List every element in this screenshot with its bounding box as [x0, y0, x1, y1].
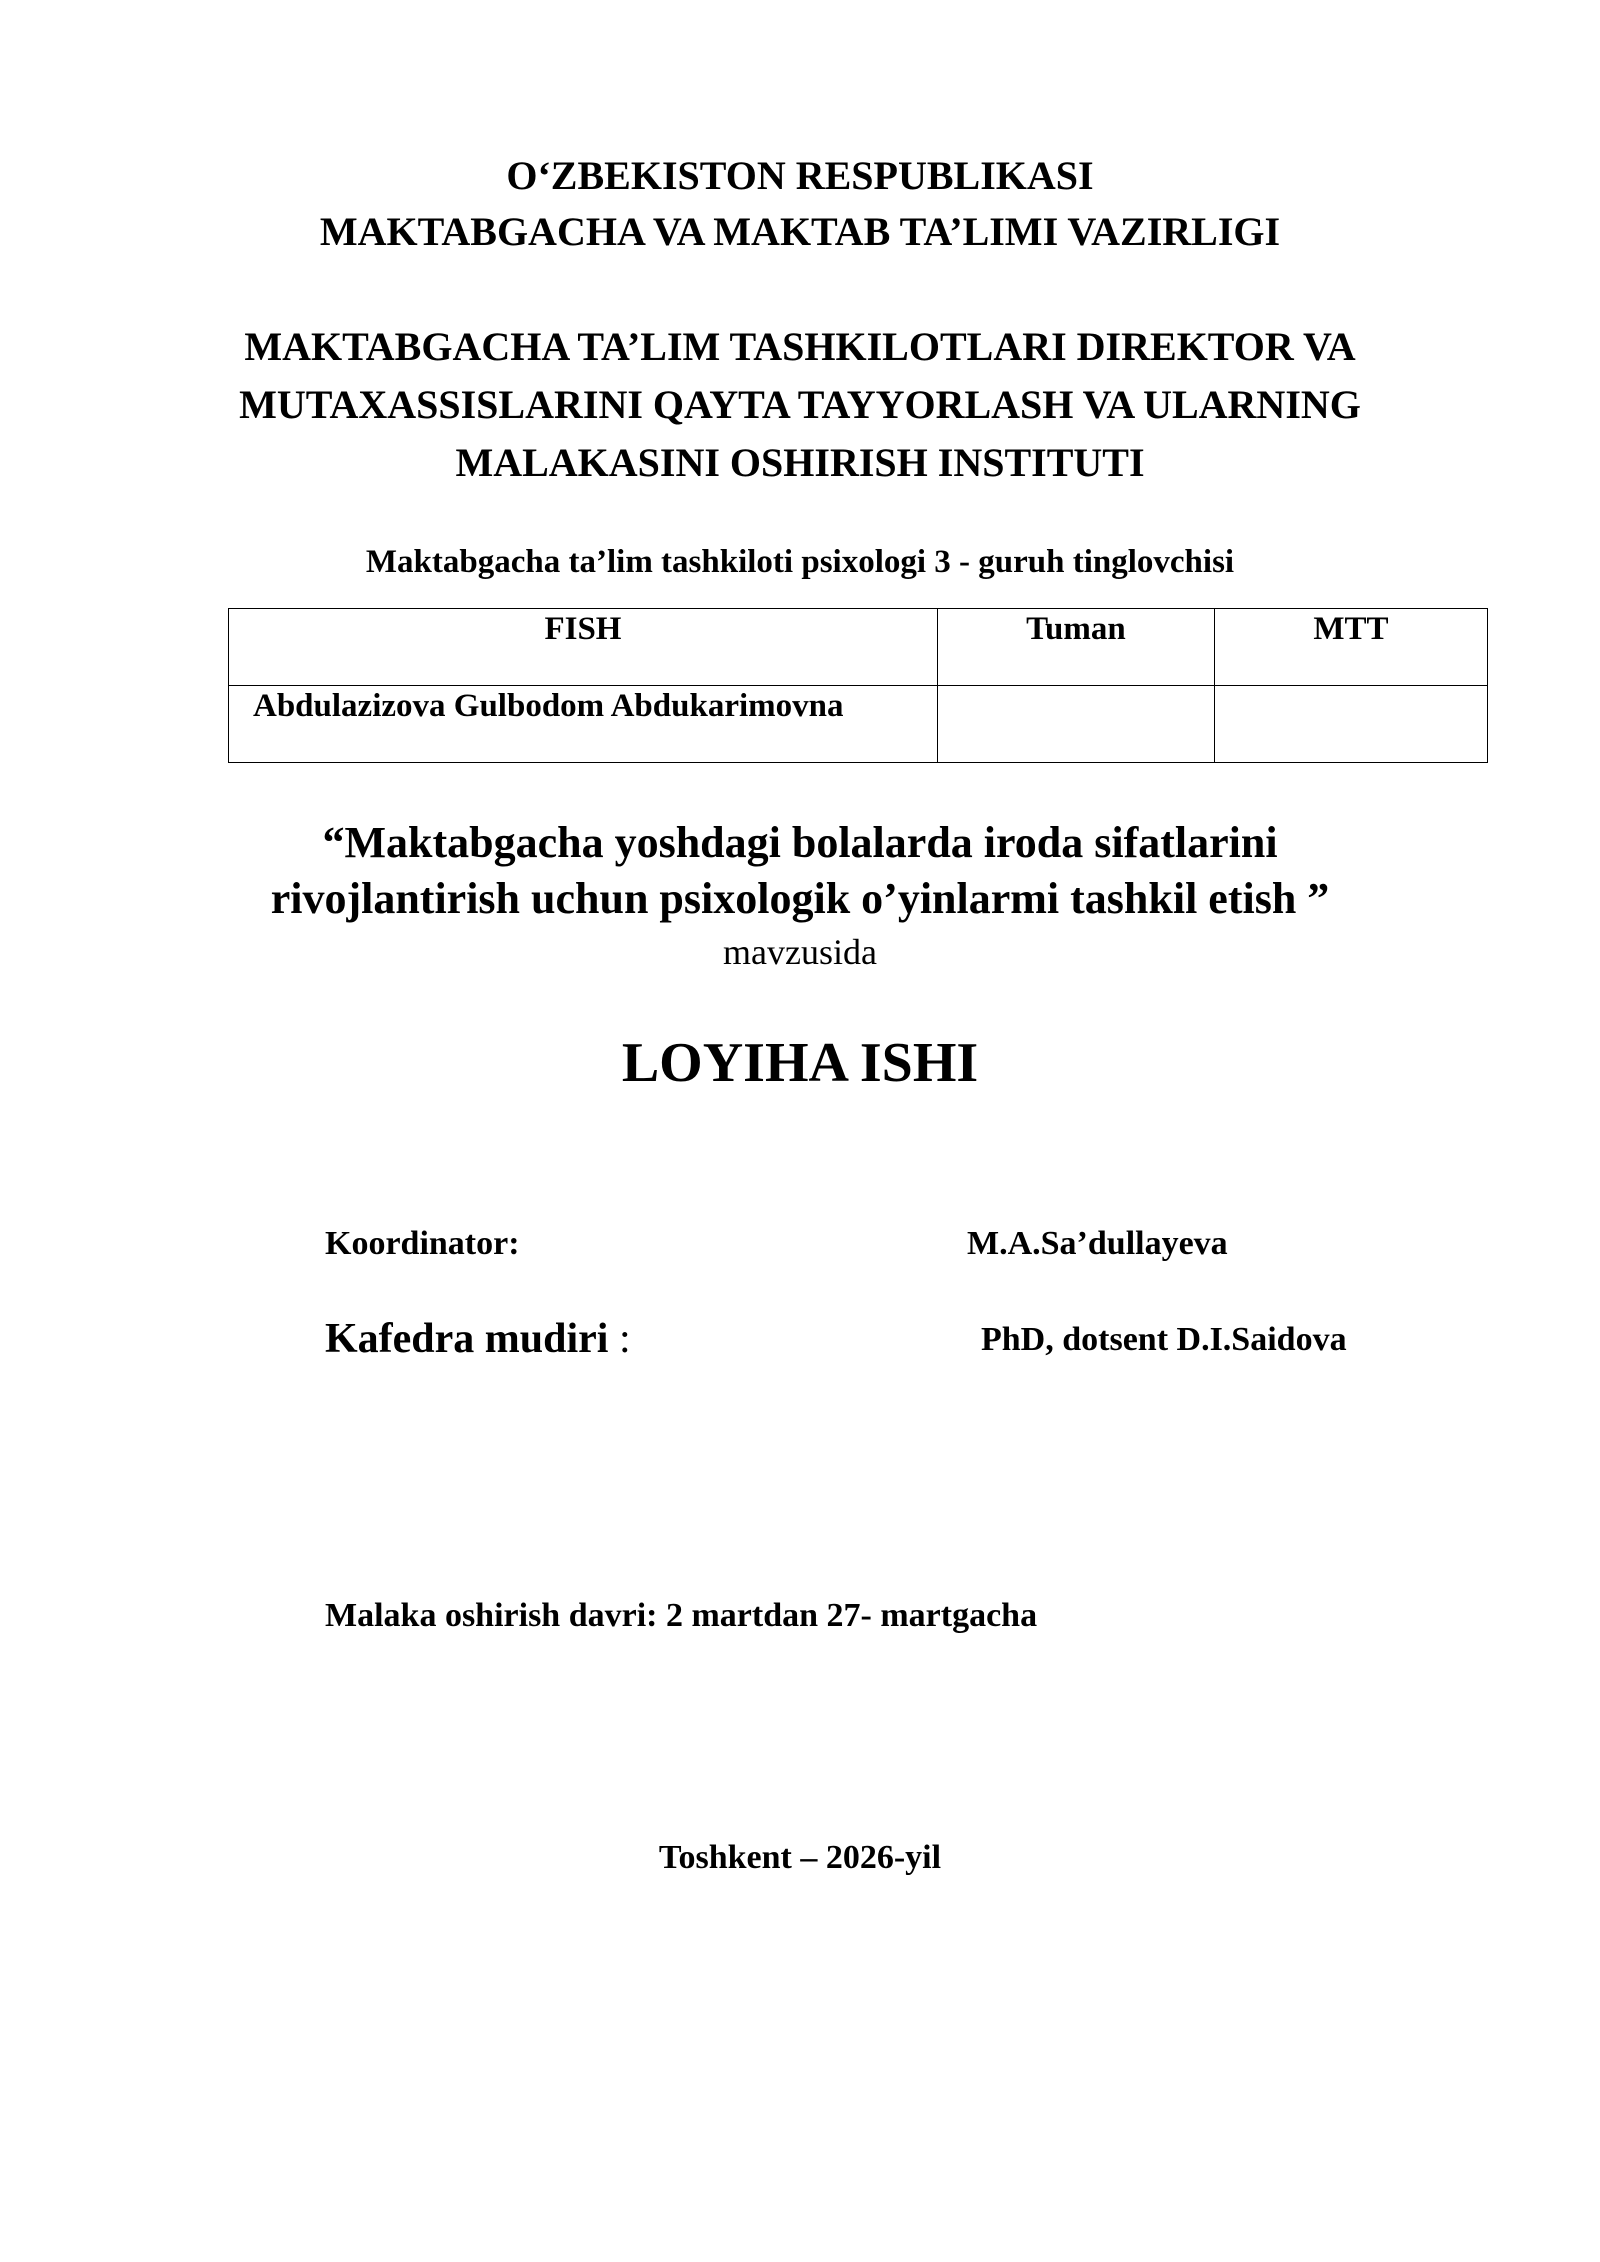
table-header-fish: FISH [229, 609, 938, 686]
institute-heading [0, 318, 1600, 492]
table-row [229, 686, 1488, 763]
ministry-line-1: O‘ZBEKISTON RESPUBLIKASI [506, 153, 1094, 198]
institute-line-2: MUTAXASSISLARINI QAYTA TAYYORLASH VA ULARNING [239, 382, 1361, 427]
ministry-heading [0, 148, 1600, 260]
department-head-name: PhD, dotsent D.I.Saidova [981, 1321, 1347, 1358]
city-year: Toshkent – 2026-yil [658, 1839, 942, 1876]
listener-table [228, 608, 1488, 763]
department-head-colon: : [618, 1316, 631, 1362]
document-type-title: LOYIHA ISHI [621, 1032, 979, 1094]
topic-line-2: rivojlantirish uchun psixologik o’yinlarmi tashkil etish ” [270, 874, 1330, 923]
table-cell-fish: Abdulazizova Gulbodom Abdukarimovna [229, 686, 938, 763]
group-line: Maktabgacha ta’lim tashkiloti psixologi 3 - guruh tinglovchisi [365, 544, 1235, 580]
coordinator-name: M.A.Sa’dullayeva [967, 1225, 1228, 1262]
table-header-row [229, 609, 1488, 686]
coordinator-label: Koordinator: [325, 1225, 520, 1262]
institute-line-1: MAKTABGACHA TA’LIM TASHKILOTLARI DIREKTOR VA [244, 324, 1356, 369]
table-header-mtt: MTT [1214, 609, 1487, 686]
institute-line-3: MALAKASINI OSHIRISH INSTITUTI [455, 440, 1145, 485]
table-header-tuman: Tuman [937, 609, 1214, 686]
topic-line-1: “Maktabgacha yoshdagi bolalarda iroda sifatlarini [322, 818, 1278, 867]
department-head-label-text: Kafedra mudiri [325, 1316, 609, 1362]
table-cell-mtt [1214, 686, 1487, 763]
training-period: Malaka oshirish davri: 2 martdan 27- martgacha [325, 1597, 1038, 1634]
topic-suffix: mavzusida [723, 932, 877, 972]
table-cell-tuman [937, 686, 1214, 763]
department-head-label [325, 1312, 631, 1366]
topic-title [0, 815, 1600, 927]
ministry-line-2: MAKTABGACHA VA MAKTAB TA’LIMI VAZIRLIGI [319, 209, 1281, 254]
